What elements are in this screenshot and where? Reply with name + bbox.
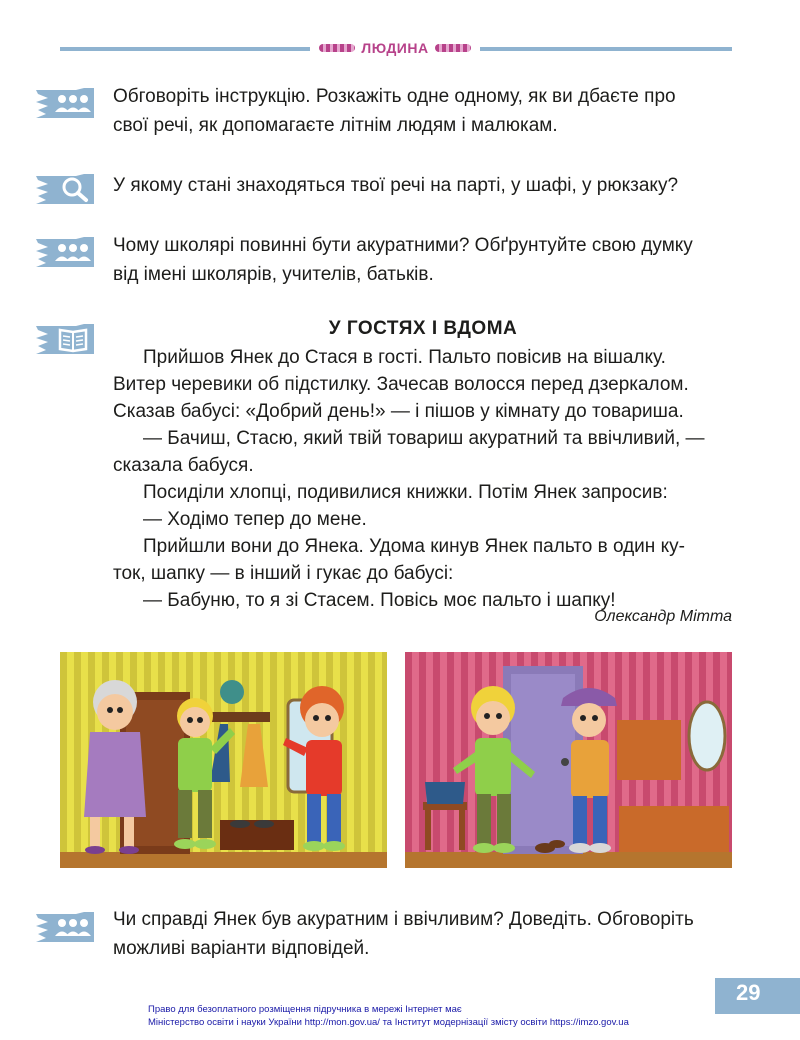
text-line: Чи справді Янек був акуратним і ввічливим? Доведіть. Обговоріть xyxy=(113,909,694,930)
story-line: Посиділи хлопці, подивилися книжки. Потім Янек запросив: xyxy=(143,482,668,503)
story-line: сказала бабуся. xyxy=(113,455,254,476)
ornament-right xyxy=(435,44,471,52)
section-header xyxy=(310,38,480,58)
story-line: Прийшов Янек до Стася в гості. Пальто повісив на вішалку. xyxy=(143,347,666,368)
text-line: можливі варіанти відповідей. xyxy=(113,938,370,959)
group-discussion-icon xyxy=(36,910,94,944)
text-line: Чому школярі повинні бути акуратними? Обґрунтуйте свою думку xyxy=(113,235,693,256)
story-line: — Бабуню, то я зі Стасем. Повісь моє пальто і шапку! xyxy=(143,590,616,611)
story-title: У ГОСТЯХ І ВДОМА xyxy=(328,318,518,339)
text-line: Обговоріть інструкцію. Розкажіть одне одному, як ви дбаєте про xyxy=(113,86,676,107)
story-text xyxy=(113,344,733,614)
license-line-2: Міністерство освіти і науки України http://mon.gov.ua/ та Інститут модернізації змісту освіти https://imzo.gov.ua xyxy=(148,1017,629,1028)
book-icon xyxy=(36,322,94,356)
story-line: — Бачиш, Стасю, який твій товариш акуратний та ввічливий, — xyxy=(143,428,705,449)
license-line-1: Право для безоплатного розміщення підручника в мережі Інтернет має xyxy=(148,1004,462,1015)
story-line: ток, шапку — в інший і гукає до бабусі: xyxy=(113,563,454,584)
story-author: Олександр Мітта xyxy=(594,608,732,625)
story-line: — Ходімо тепер до мене. xyxy=(143,509,367,530)
neatness-discussion-text xyxy=(113,231,733,289)
final-question-text xyxy=(113,905,733,963)
story-line: Витер черевики об підстилку. Зачесав волосся перед дзеркалом. xyxy=(113,374,689,395)
text-line: свої речі, як допомагаєте літнім людям і малюкам. xyxy=(113,115,558,136)
group-discussion-icon xyxy=(36,86,94,120)
story-line: Прийшли вони до Янека. Удома кинув Янек пальто в один ку- xyxy=(143,536,685,557)
ornament-left xyxy=(319,44,355,52)
text-line: У якому стані знаходяться твої речі на парті, у шафі, у рюкзаку? xyxy=(113,175,679,196)
illustration-visit xyxy=(60,652,387,868)
page-number: 29 xyxy=(736,980,761,1005)
magnifier-icon xyxy=(36,172,94,206)
group-discussion-icon xyxy=(36,235,94,269)
illustration-at-yanek xyxy=(405,652,732,868)
text-line: від імені школярів, учителів, батьків. xyxy=(113,264,434,285)
question-things-text xyxy=(113,171,733,200)
story-line: Сказав бабусі: «Добрий день!» — і пішов у кімнату до товариша. xyxy=(113,401,684,422)
section-title: ЛЮДИНА xyxy=(361,40,429,56)
instruction-discussion-text xyxy=(113,82,733,140)
